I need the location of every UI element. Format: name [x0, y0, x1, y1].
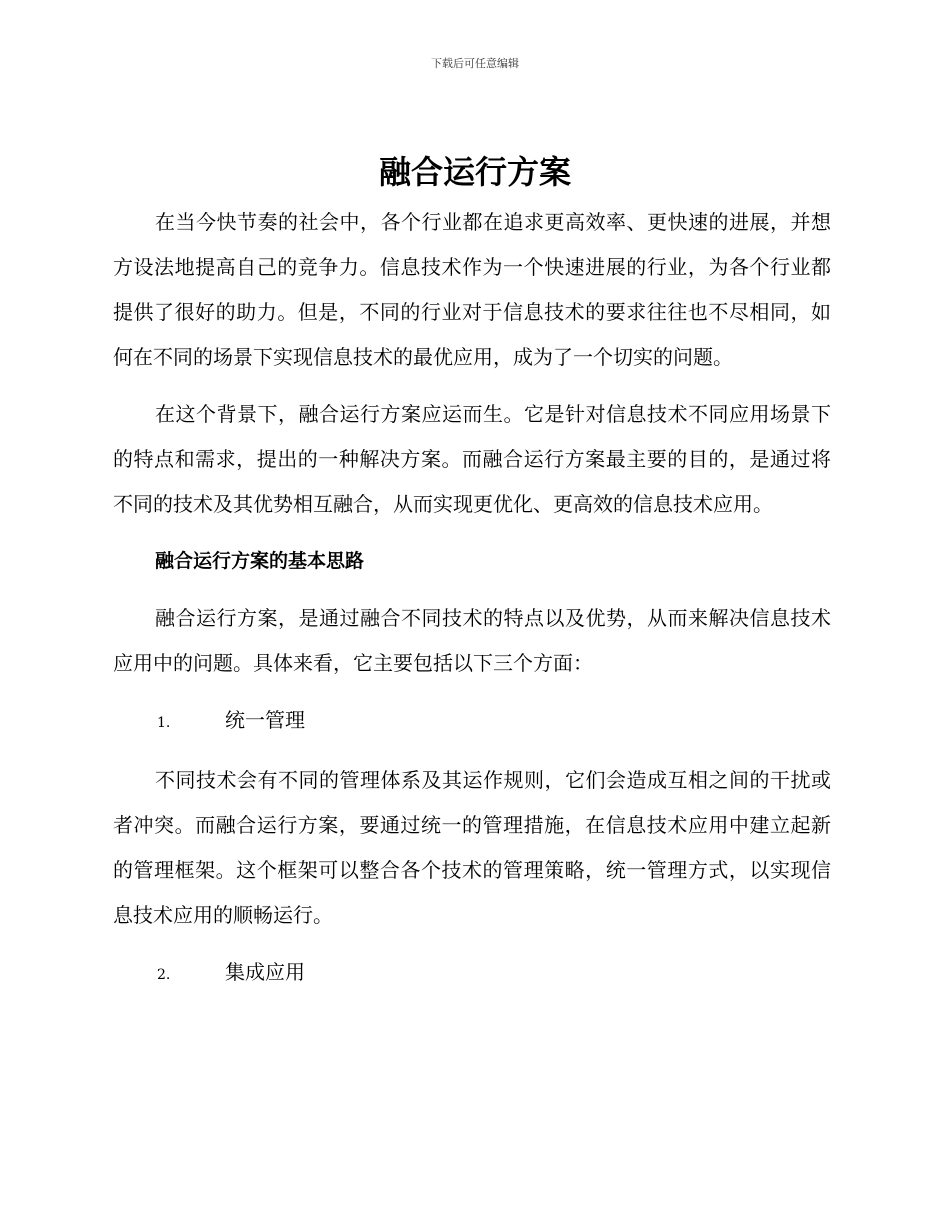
list-item-1 — [113, 698, 831, 746]
intro-paragraph-1: 在当今快节奏的社会中，各个行业都在追求更高效率、更快速的进展，并想方设法地提高自己的竞争力。信息技术作为一个快速进展的行业，为各个行业都提供了很好的助力。但是，不同的行业对于信息技术的要求往往也不尽相同，如何在不同的场景下实现信息技术的最优应用，成为了一个切实的问题。 — [113, 210, 831, 369]
list-item-2 — [113, 950, 831, 998]
list-item-1-number: 1. — [157, 715, 171, 731]
section-heading: 融合运行方案的基本思路 — [155, 550, 365, 572]
list-item-1-label: 统一管理 — [225, 708, 305, 732]
document-title: 融合运行方案 — [378, 153, 571, 191]
intro-paragraph-2: 在这个背景下，融合运行方案应运而生。它是针对信息技术不同应用场景下的特点和需求，提出的一种解决方案。而融合运行方案最主要的目的，是通过将不同的技术及其优势相互融合，从而实现更优化、更高效的信息技术应用。 — [113, 402, 831, 516]
document-body — [113, 200, 831, 1010]
header-note: 下载后可任意编辑 — [431, 57, 519, 70]
list-item-2-label: 集成应用 — [225, 960, 305, 984]
section-intro-paragraph: 融合运行方案，是通过融合不同技术的特点以及优势，从而来解决信息技术应用中的问题。具体来看，它主要包括以下三个方面： — [113, 606, 831, 675]
list-item-2-number: 2. — [157, 967, 171, 983]
list-item-1-body: 不同技术会有不同的管理体系及其运作规则，它们会造成互相之间的干扰或者冲突。而融合运行方案，要通过统一的管理措施，在信息技术应用中建立起新的管理框架。这个框架可以整合各个技术的管理策略，统一管理方式，以实现信息技术应用的顺畅运行。 — [113, 768, 831, 927]
